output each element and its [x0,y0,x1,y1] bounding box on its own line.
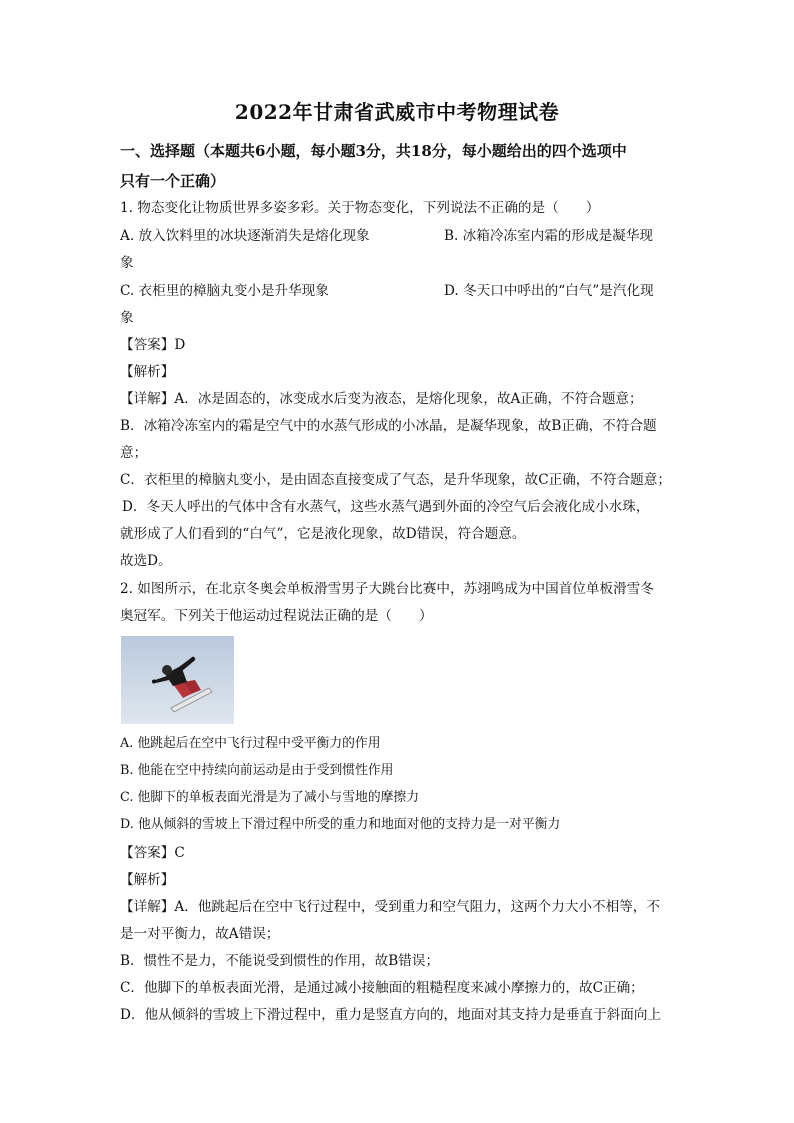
q1-detail-4: D．冬天人呼出的气体中含有水蒸气，这些水蒸气遇到外面的冷空气后会液化成小水珠， [122,499,650,515]
q1-option-b: B. 冰箱冷冻室内霜的形成是凝华现 [444,228,653,244]
q2-detail-4: D．他从倾斜的雪坡上下滑过程中，重力是竖直方向的，地面对其支持力是垂直于斜面向上 [120,1007,662,1023]
q2-option-a: A. 他跳起后在空中飞行过程中受平衡力的作用 [120,736,381,751]
q2-option-d: D. 他从倾斜的雪坡上下滑过程中所受的重力和地面对他的支持力是一对平衡力 [120,817,561,832]
q1-detail-2: B．冰箱冷冻室内的霜是空气中的水蒸气形成的小冰晶，是凝华现象，故B正确，不符合题 [120,418,657,434]
q1-stem: 1. 物态变化让物质世界多姿多彩。关于物态变化，下列说法不正确的是（ ） [120,200,600,216]
q2-option-c: C. 他脚下的单板表面光滑是为了减小与雪地的摩擦力 [120,790,420,805]
q2-option-b: B. 他能在空中持续向前运动是由于受到惯性作用 [120,763,394,778]
q1-detail-4-wrap: 就形成了人们看到的“白气”，它是液化现象，故D错误，符合题意。 [120,526,526,542]
q1-answer: 【答案】D [120,337,186,353]
section-heading-line-1: 一、选择题（本题共6小题，每小题3分，共18分，每小题给出的四个选项中 [120,142,627,160]
q2-stem-2: 奥冠军。下列关于他运动过程说法正确的是（ ） [120,608,433,624]
q2-detail-3: C．他脚下的单板表面光滑，是通过减小接触面的粗糙程度来减小摩擦力的，故C正确； [120,980,644,996]
q1-analysis-label: 【解析】 [120,364,175,380]
q1-option-a: A. 放入饮料里的冰块逐渐消失是熔化现象 [120,228,370,244]
q2-detail-1: 【详解】A．他跳起后在空中飞行过程中，受到重力和空气阻力，这两个力大小不相等，不 [120,899,660,915]
q1-option-b-wrap: 象 [120,255,134,271]
section-heading-line-2: 只有一个正确） [120,172,226,190]
q1-option-c: C. 衣柜里的樟脑丸变小是升华现象 [120,283,329,299]
section-heading [120,136,680,196]
q1-option-d: D. 冬天口中呼出的“白气”是汽化现 [444,283,654,299]
page-title: 2022年甘肃省武威市中考物理试卷 [234,100,560,124]
q2-detail-2: B．惯性不是力，不能说受到惯性的作用，故B错误； [120,953,440,969]
q2-analysis-label: 【解析】 [120,872,175,888]
snowboarder-photo [121,636,234,724]
q1-conclusion: 故选D。 [120,553,172,569]
q2-stem-1: 2. 如图所示，在北京冬奥会单板滑雪男子大跳台比赛中，苏翊鸣成为中国首位单板滑雪冬 [120,581,654,597]
q2-answer: 【答案】C [120,845,185,861]
q1-detail-2-wrap: 意； [120,445,148,461]
q2-detail-1-wrap: 是一对平衡力，故A错误； [120,926,280,942]
q1-detail-3: C．衣柜里的樟脑丸变小，是由固态直接变成了气态，是升华现象，故C正确，不符合题意； [120,472,671,488]
q1-detail-1: 【详解】A．冰是固态的，冰变成水后变为液态，是熔化现象，故A正确，不符合题意； [120,391,643,407]
q1-option-d-wrap: 象 [120,310,134,326]
